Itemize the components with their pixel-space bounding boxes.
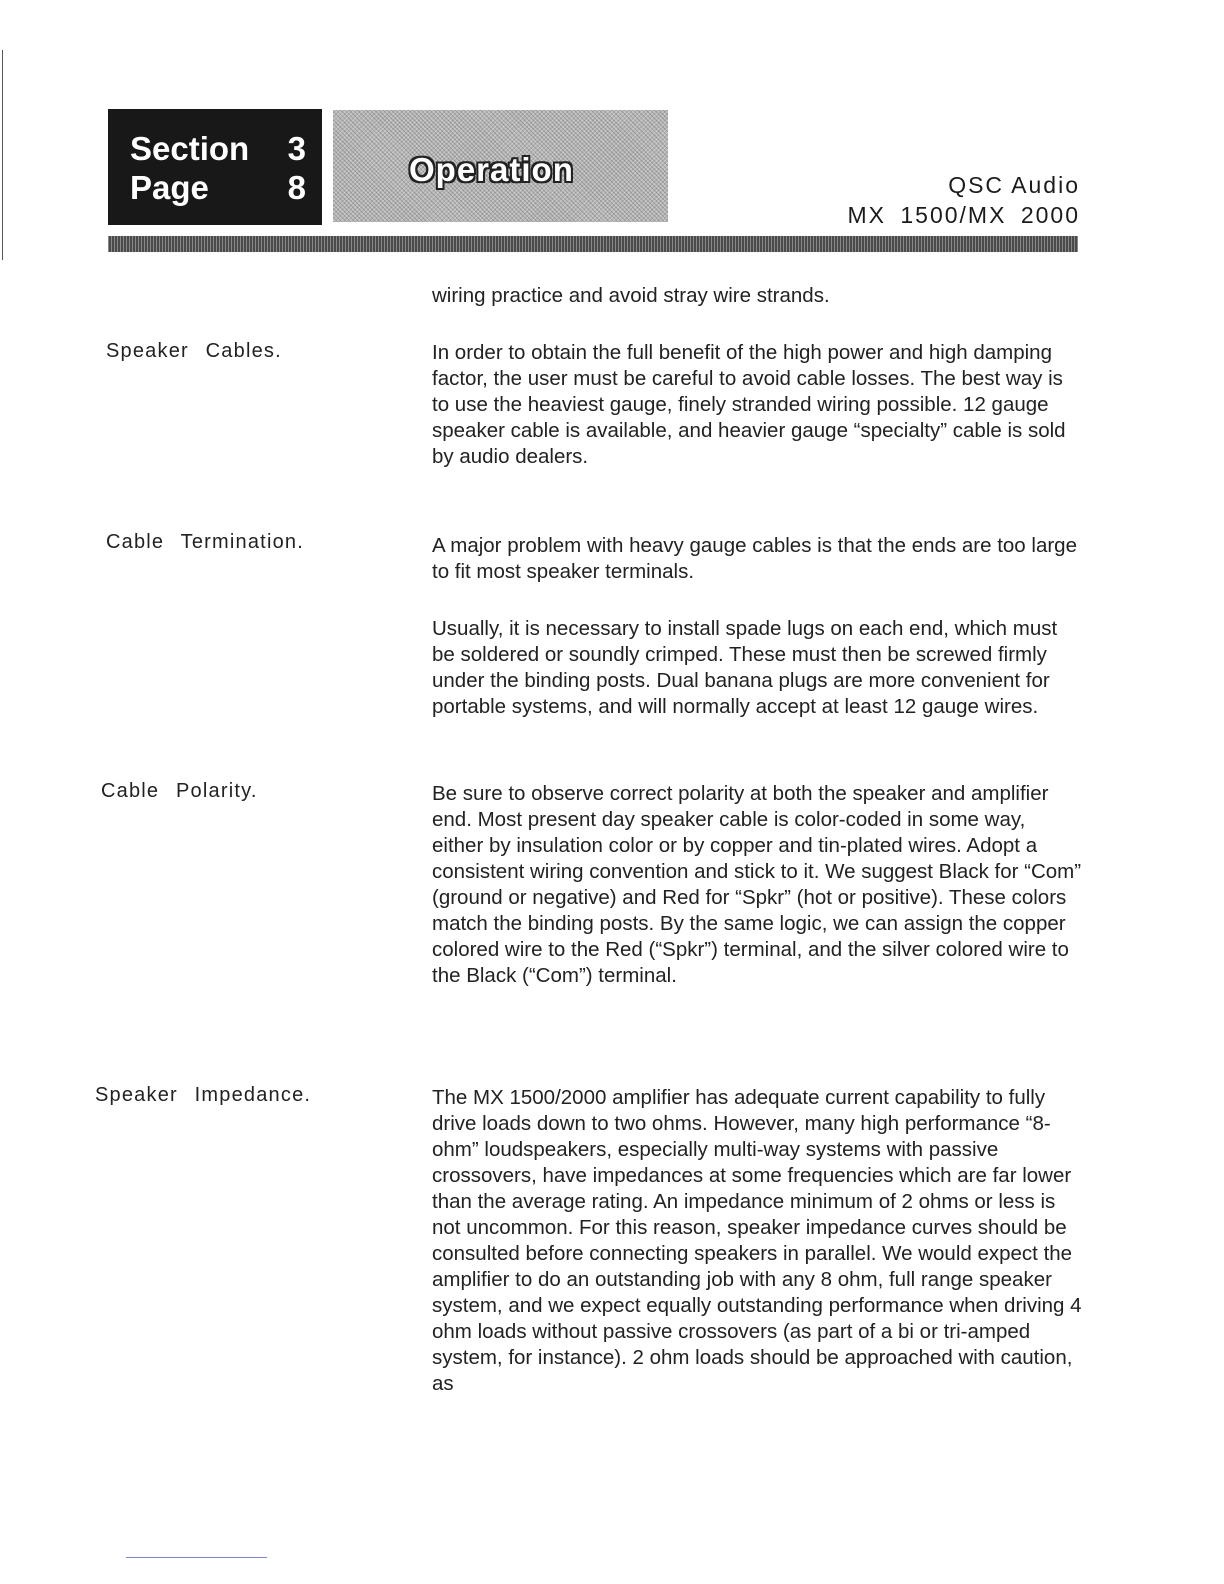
brand-name: QSC Audio: [948, 172, 1080, 198]
chapter-banner: [333, 110, 668, 222]
section-label: Section: [130, 130, 250, 167]
cable-polarity-paragraph: Be sure to observe correct polarity at both the speaker and amplifier end. Most present day speaker cable is color-coded in some way, either by insulation color or by copper and tin-plated wires. Adopt a consistent wiring convention and stick to it. We suggest Black for “Com” (ground or negative) and Red for “Spkr” (hot or positive). These colors match the binding posts. By the same logic, we can assign the copper colored wire to the Red (“Spkr”) terminal, and the silver colored wire to the Black (“Com”) terminal.: [432, 782, 1082, 987]
page-label: Page: [130, 169, 209, 206]
speaker-cables-heading: Speaker Cables.: [106, 340, 282, 362]
chapter-title: Operation: [409, 151, 574, 188]
speaker-impedance-paragraph: The MX 1500/2000 amplifier has adequate current capability to fully drive loads down to two ohms. However, many high performance “8-ohm” loudspeakers, especially multi-way systems with passive crossovers, have impedances at some frequencies which are far lower than the average rating. An impedance minimum of 2 ohms or less is not uncommon. For this reason, speaker impedance curves should be consulted before connecting speakers in parallel. We would expect the amplifier to do an outstanding job with any 8 ohm, full range speaker system, and we expect equally outstanding performance when driving 4 ohm loads without passive crossovers (as part of a bi or tri-amped system, for instance). 2 ohm loads should be approached with caution, as: [432, 1086, 1082, 1395]
section-page-block: [108, 109, 322, 225]
header-divider: [108, 236, 1078, 252]
cable-termination-paragraph-2: Usually, it is necessary to install spade lugs on each end, which must be soldered or soundly crimped. These must then be screwed firmly under the binding posts. Dual banana plugs are more convenient for portable systems, and will normally accept at least 12 gauge wires.: [432, 617, 1058, 718]
speaker-cables-paragraph: In order to obtain the full benefit of the high power and high damping factor, the user must be careful to avoid cable losses. The best way is to use the heaviest gauge, finely stranded wiring possible. 12 gauge speaker cable is available, and heavier gauge “specialty” cable is sold by audio dealers.: [432, 341, 1066, 468]
cable-termination-heading: Cable Termination.: [106, 531, 304, 553]
model-name: MX 1500/MX 2000: [847, 202, 1080, 228]
speaker-impedance-heading: Speaker Impedance.: [95, 1084, 312, 1106]
section-line: [130, 129, 322, 168]
section-number: 3: [287, 130, 306, 167]
cable-polarity-heading: Cable Polarity.: [101, 780, 258, 802]
scan-edge-line: [2, 50, 3, 260]
footer-rule: [126, 1557, 267, 1558]
intro-line: wiring practice and avoid stray wire strands.: [432, 284, 830, 307]
page-number: 8: [287, 169, 306, 206]
cable-termination-paragraph-1: A major problem with heavy gauge cables is that the ends are too large to fit most speaker terminals.: [432, 534, 1077, 583]
page-line: [130, 168, 322, 207]
